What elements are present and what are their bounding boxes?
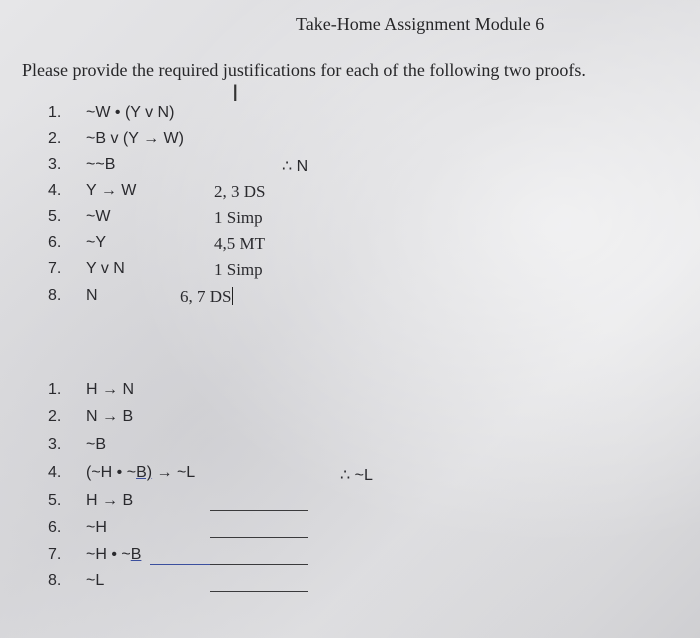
justification-field[interactable]: 1 Simp — [214, 260, 263, 279]
line-statement — [86, 546, 141, 564]
line-statement: ~B — [86, 436, 107, 453]
statement-part: → ~L — [152, 464, 196, 481]
page-title: Take-Home Assignment Module 6 — [296, 14, 545, 34]
line-number: 5. — [48, 208, 62, 225]
line-number: 1. — [48, 381, 62, 398]
justification-field[interactable]: 4,5 MT — [214, 234, 265, 253]
justification-field-active[interactable] — [180, 287, 233, 307]
line-statement: H → B — [86, 492, 134, 509]
line-statement: Y → W — [86, 182, 137, 199]
statement-part: (~H • ~ — [86, 464, 137, 481]
line-number: 3. — [48, 436, 62, 453]
statement-part: ~H • ~ — [86, 546, 131, 563]
line-number: 7. — [48, 546, 62, 563]
proof-2-conclusion: ∴ ~L — [340, 467, 373, 484]
line-number: 5. — [48, 492, 62, 509]
line-statement: Y v N — [86, 260, 125, 277]
line-number: 8. — [48, 572, 62, 589]
line-number: 2. — [48, 408, 62, 425]
text-cursor-icon: I — [232, 82, 239, 107]
line-number: 4. — [48, 182, 62, 199]
text-caret — [232, 287, 233, 305]
line-number: 6. — [48, 519, 62, 536]
line-statement: ~W • (Y v N) — [86, 104, 175, 121]
instructions: Please provide the required justifications for each of the following two proofs. — [22, 60, 586, 80]
proof-1-conclusion: ∴ N — [282, 158, 309, 175]
line-number: 3. — [48, 156, 62, 173]
line-statement: ~L — [86, 572, 105, 589]
line-statement: N → B — [86, 408, 134, 425]
line-number: 2. — [48, 130, 62, 147]
line-number: 4. — [48, 464, 62, 481]
line-number: 7. — [48, 260, 62, 277]
justification-blank[interactable] — [210, 564, 308, 565]
line-number: 1. — [48, 104, 62, 121]
line-statement — [86, 464, 195, 482]
statement-part-underlined: B) — [136, 464, 153, 481]
line-statement: H → N — [86, 381, 134, 398]
line-statement: ~Y — [86, 234, 107, 251]
line-statement: N — [86, 287, 98, 304]
line-statement: ~B v (Y → W) — [86, 130, 184, 147]
line-statement: ~W — [86, 208, 111, 225]
justification-blank[interactable] — [210, 510, 308, 511]
line-statement: ~H — [86, 519, 107, 536]
justification-field[interactable]: 1 Simp — [214, 208, 263, 227]
justification-text: 6, 7 DS — [180, 287, 232, 306]
justification-blank[interactable] — [210, 537, 308, 538]
statement-part-underlined: B — [130, 546, 142, 563]
line-statement: ~~B — [86, 156, 116, 173]
line-number: 8. — [48, 287, 62, 304]
justification-field[interactable]: 2, 3 DS — [214, 182, 266, 201]
line-number: 6. — [48, 234, 62, 251]
justification-blank[interactable] — [210, 591, 308, 592]
underline-mark — [150, 564, 210, 565]
